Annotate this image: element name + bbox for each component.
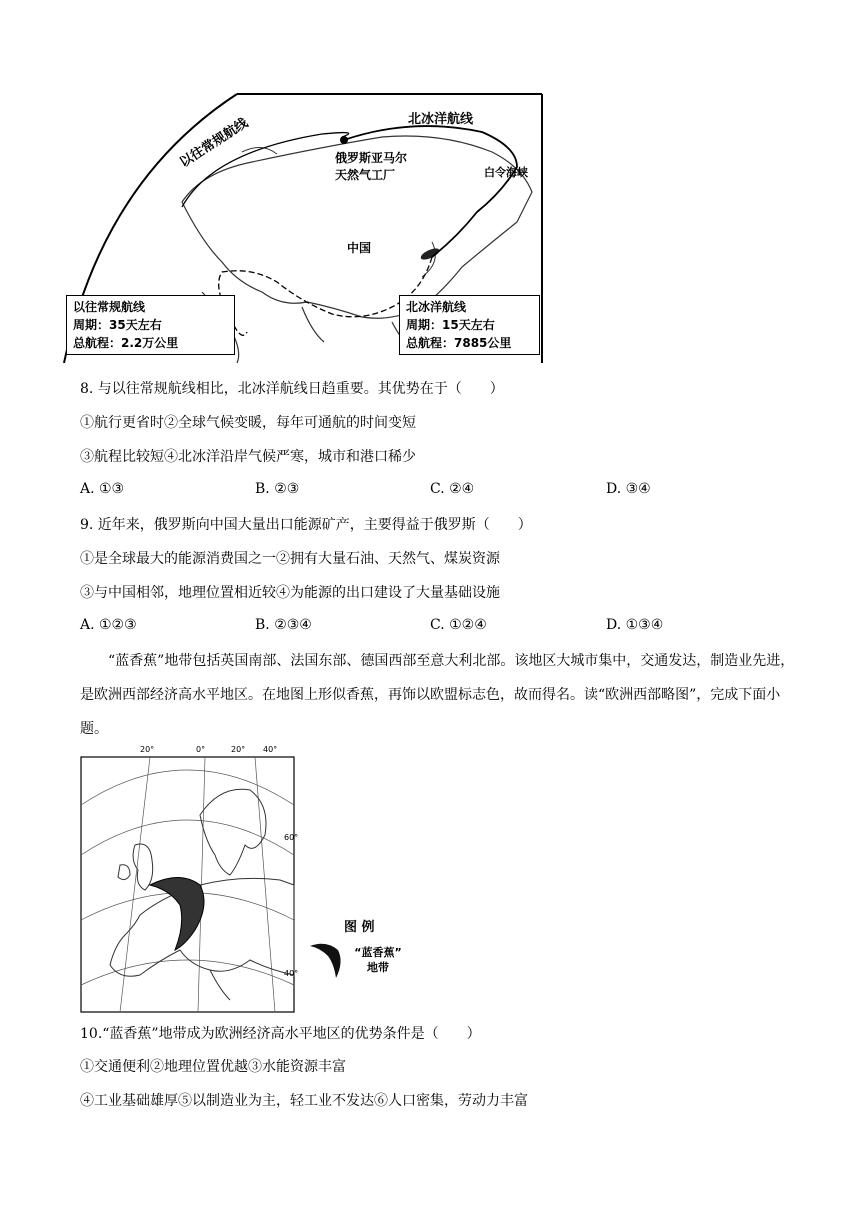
old-route-box-period: 周期：35天左右 (73, 318, 162, 332)
europe-map (80, 745, 299, 1013)
legend-label-line2: 地带 (367, 961, 389, 974)
old-route-box-title: 以往常规航线 (73, 300, 146, 314)
q9-statement-line2: ③与中国相邻，地理位置相近较④为能源的出口建设了大量基础设施 (80, 585, 500, 601)
arctic-route-map (62, 92, 544, 363)
arctic-route-info-box (399, 295, 540, 355)
tick-lat-40: 40° (284, 969, 299, 978)
tick-lon-20e: 20° (231, 745, 246, 754)
blue-banana-passage: “蓝香蕉”地带包括英国南部、法国东部、德国西部至意大利北部。该地区大城市集中，交通发达，制造业先进，是欧洲西部经济高水平地区。在地图上形似香蕉，再饰以欧盟标志色，故而得名。读“欧洲西部略图”，完成下面小题。 (80, 653, 795, 737)
blue-banana-legend-icon (306, 938, 346, 982)
gas-plant-label-line1: 俄罗斯亚马尔 (335, 151, 408, 165)
q9-option-a[interactable]: A. ①②③ (80, 617, 137, 633)
q8-stem: 8. 与以往常规航线相比，北冰洋航线日趋重要。其优势在于（ ） (80, 381, 504, 397)
legend-title: 图 例 (344, 920, 375, 935)
arctic-route-box-distance: 总航程：7885公里 (406, 336, 512, 350)
q8-option-c[interactable]: C. ②④ (430, 481, 475, 497)
bering-strait-label: 白令海峡 (484, 166, 528, 179)
q8-option-b[interactable]: B. ②③ (255, 481, 300, 497)
arctic-route-box-title: 北冰洋航线 (406, 300, 467, 314)
china-label: 中国 (347, 241, 372, 255)
tick-lon-40e: 40° (263, 745, 278, 754)
q8-statement-line1: ①航行更省时②全球气候变暖，每年可通航的时间变短 (80, 415, 416, 431)
arctic-route-box-period: 周期：15天左右 (406, 318, 495, 332)
tick-lon-20w: 20° (140, 745, 155, 754)
q9-option-d[interactable]: D. ①③④ (606, 617, 664, 633)
q9-option-c[interactable]: C. ①②④ (430, 617, 487, 633)
legend-label-line1: “蓝香蕉” (354, 946, 402, 959)
gas-plant-label-line2: 天然气工厂 (335, 168, 396, 182)
q10-statement-line1: ①交通便利②地理位置优越③水能资源丰富 (80, 1059, 346, 1075)
q10-statement-line2: ④工业基础雄厚⑤以制造业为主，轻工业不发达⑥人口密集，劳动力丰富 (80, 1093, 528, 1109)
old-route-label: 以往常规航线 (177, 115, 251, 171)
q9-option-b[interactable]: B. ②③④ (255, 617, 312, 633)
legend-label (348, 945, 408, 975)
arctic-route-label: 北冰洋航线 (408, 112, 474, 127)
tick-lon-0: 0° (196, 745, 206, 754)
old-route-box-distance: 总航程：2.2万公里 (73, 336, 179, 350)
q8-statement-line2: ③航程比较短④北冰洋沿岸气候严寒，城市和港口稀少 (80, 449, 416, 465)
q10-stem: 10.“蓝香蕉”地带成为欧洲经济高水平地区的优势条件是（ ） (80, 1026, 481, 1042)
q9-stem: 9. 近年来，俄罗斯向中国大量出口能源矿产，主要得益于俄罗斯（ ） (80, 517, 532, 533)
q8-option-d[interactable]: D. ③④ (606, 481, 651, 497)
europe-map-graphic (80, 745, 295, 1013)
tick-lat-60: 60° (284, 833, 299, 842)
q9-statement-line1: ①是全球最大的能源消费国之一②拥有大量石油、天然气、煤炭资源 (80, 551, 500, 567)
old-route-info-box (66, 295, 235, 355)
q8-option-a[interactable]: A. ①③ (80, 481, 125, 497)
